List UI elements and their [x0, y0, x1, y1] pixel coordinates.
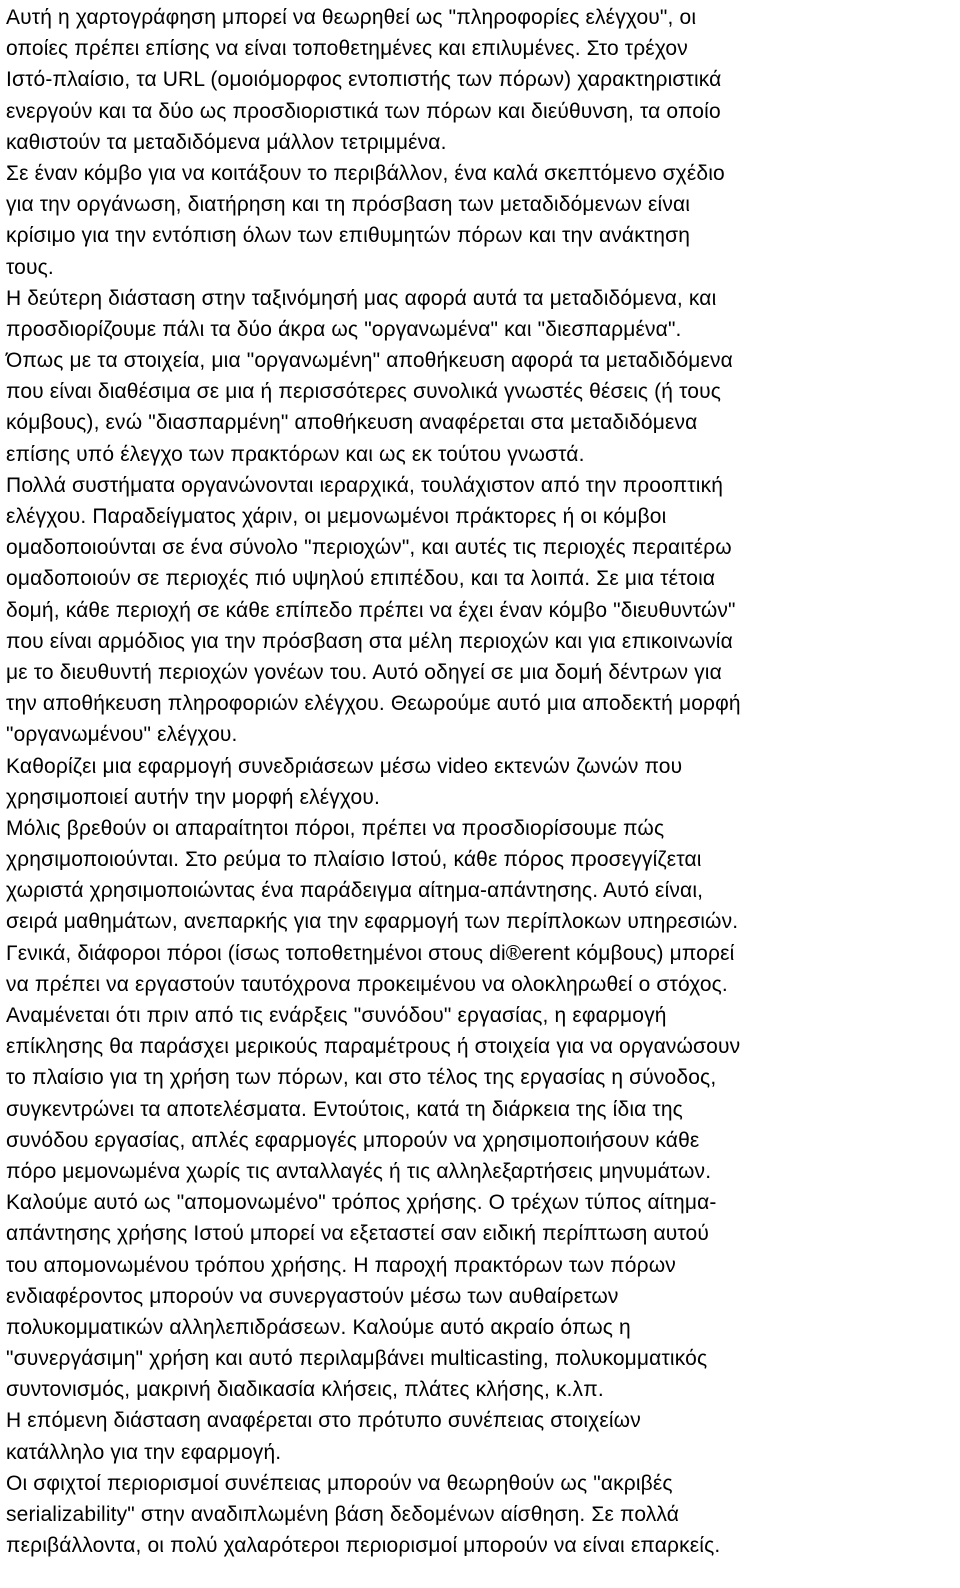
text-line: που είναι διαθέσιμα σε μια ή περισσότερες συνολικά γνωστές θέσεις (ή τους [6, 380, 721, 404]
text-line: επίσης υπό έλεγχο των πρακτόρων και ως εκ τούτου γνωστά. [6, 442, 585, 466]
paragraph [6, 283, 952, 345]
text-line: "συνεργάσιμη" χρήση και αυτό περιλαμβάνει multicasting, πολυκομματικός [6, 1347, 708, 1371]
text-line: συγκεντρώνει τα αποτελέσματα. Εντούτοις, κατά τη διάρκεια της ίδια της [6, 1097, 683, 1121]
text-line: πολυκομματικών αλληλεπιδράσεων. Καλούμε αυτό ακραίο όπως η [6, 1315, 631, 1339]
text-line: οποίες πρέπει επίσης να είναι τοποθετημένες και επιλυμένες. Στο τρέχον [6, 37, 688, 61]
text-line: σειρά μαθημάτων, ανεπαρκής για την εφαρμογή των περίπλοκων υπηρεσιών. [6, 910, 739, 934]
paragraph [6, 158, 952, 283]
text-line: Μόλις βρεθούν οι απαραίτητοι πόροι, πρέπει να προσδιορίσουμε πώς [6, 816, 665, 840]
paragraph [6, 2, 952, 158]
text-line: Ιστό-πλαίσιο, τα URL (ομοιόμορφος εντοπιστής των πόρων) χαρακτηριστικά [6, 68, 722, 92]
text-line: την αποθήκευση πληροφοριών ελέγχου. Θεωρούμε αυτό μια αποδεκτή μορφή [6, 692, 741, 716]
text-line: προσδιορίζουμε πάλι τα δύο άκρα ως "οργανωμένα" και "διεσπαρμένα". [6, 317, 682, 341]
paragraph [6, 1405, 952, 1467]
paragraph [6, 1468, 952, 1562]
text-line: Οι σφιχτοί περιορισμοί συνέπειας μπορούν να θεωρηθούν ως "ακριβές [6, 1471, 673, 1495]
text-line: ομαδοποιούνται σε ένα σύνολο "περιοχών", και αυτές τις περιοχές περαιτέρω [6, 536, 732, 560]
text-line: Σε έναν κόμβο για να κοιτάξουν το περιβάλλον, ένα καλά σκεπτόμενο σχέδιο [6, 161, 725, 185]
text-line: του απομονωμένου τρόπου χρήσης. Η παροχή πρακτόρων των πόρων [6, 1253, 676, 1277]
text-line: απάντησης χρήσης Ιστού μπορεί να εξεταστεί σαν ειδική περίπτωση αυτού [6, 1222, 710, 1246]
text-line: χρησιμοποιεί αυτήν την μορφή ελέγχου. [6, 785, 380, 809]
text-line: πόρο μεμονωμένα χωρίς τις ανταλλαγές ή τις αλληλεξαρτήσεις μηνυμάτων. [6, 1159, 712, 1183]
text-line: συνόδου εργασίας, απλές εφαρμογές μπορούν να χρησιμοποιήσουν κάθε [6, 1128, 700, 1152]
text-line: περιβάλλοντα, οι πολύ χαλαρότεροι περιορισμοί μπορούν να είναι επαρκείς. [6, 1534, 721, 1558]
text-line: για την οργάνωση, διατήρηση και τη πρόσβαση των μεταδιδόμενων είναι [6, 193, 691, 217]
paragraph [6, 345, 952, 470]
text-line: Όπως με τα στοιχεία, μια "οργανωμένη" αποθήκευση αφορά τα μεταδιδόμενα [6, 349, 733, 373]
text-line: ενεργούν και τα δύο ως προσδιοριστικά των πόρων και διεύθυνση, τα οποίο [6, 99, 721, 123]
text-line: το πλαίσιο για τη χρήση των πόρων, και στο τέλος της εργασίας η σύνοδος, [6, 1066, 717, 1090]
text-line: Η δεύτερη διάσταση στην ταξινόμησή μας αφορά αυτά τα μεταδιδόμενα, και [6, 286, 717, 310]
text-line: Η επόμενη διάσταση αναφέρεται στο πρότυπο συνέπειας στοιχείων [6, 1409, 641, 1433]
text-line: "οργανωμένου" ελέγχου. [6, 723, 238, 747]
text-line: ελέγχου. Παραδείγματος χάριν, οι μεμονωμένοι πράκτορες ή οι κόμβοι [6, 505, 667, 528]
text-line: Καθορίζει μια εφαρμογή συνεδριάσεων μέσω video εκτενών ζωνών που [6, 754, 683, 778]
text-line: κρίσιμο για την εντόπιση όλων των επιθυμητών πόρων και την ανάκτηση [6, 224, 691, 248]
text-line: Αναμένεται ότι πριν από τις ενάρξεις "συνόδου" εργασίας, η εφαρμογή [6, 1004, 667, 1027]
text-line: Καλούμε αυτό ως "απομονωμένο" τρόπος χρήσης. Ο τρέχων τύπος αίτημα- [6, 1191, 717, 1215]
text-line: ομαδοποιούν σε περιοχές πιό υψηλού επιπέδου, και τα λοιπά. Σε μια τέτοια [6, 567, 716, 591]
text-line: Πολλά συστήματα οργανώνονται ιεραρχικά, τουλάχιστον από την προοπτική [6, 473, 724, 497]
text-line: τους. [6, 255, 54, 279]
text-line: που είναι αρμόδιος για την πρόσβαση στα μέλη περιοχών και για επικοινωνία [6, 629, 733, 653]
text-line: να πρέπει να εργαστούν ταυτόχρονα προκειμένου να ολοκληρωθεί ο στόχος. [6, 972, 728, 996]
paragraph [6, 813, 952, 1406]
paragraph [6, 751, 952, 813]
text-line: Γενικά, διάφοροι πόροι (ίσως τοποθετημένοι στους di®erent κόμβους) μπορεί [6, 941, 735, 965]
text-line: serializability" στην αναδιπλωμένη βάση δεδομένων αίσθηση. Σε πολλά [6, 1503, 680, 1526]
text-line: Αυτή η χαρτογράφηση μπορεί να θεωρηθεί ως "πληροφορίες ελέγχου", οι [6, 6, 697, 29]
text-line: με το διευθυντή περιοχών γονέων του. Αυτό οδηγεί σε μια δομή δέντρων για [6, 660, 722, 684]
text-line: χρησιμοποιούνται. Στο ρεύμα το πλαίσιο Ιστού, κάθε πόρος προσεγγίζεται [6, 848, 702, 872]
paragraph [6, 470, 952, 751]
text-line: συντονισμός, μακρινή διαδικασία κλήσεις, πλάτες κλήσης, κ.λπ. [6, 1378, 604, 1402]
text-line: χωριστά χρησιμοποιώντας ένα παράδειγμα αίτημα-απάντησης. Αυτό είναι, [6, 879, 704, 903]
text-line: καθιστούν τα μεταδιδόμενα μάλλον τετριμμένα. [6, 130, 447, 154]
text-line: κατάλληλο για την εφαρμογή. [6, 1440, 282, 1464]
text-line: δομή, κάθε περιοχή σε κάθε επίπεδο πρέπει να έχει έναν κόμβο "διευθυντών" [6, 598, 736, 622]
text-line: κόμβους), ενώ "διασπαρμένη" αποθήκευση αναφέρεται στα μεταδιδόμενα [6, 411, 698, 435]
text-line: ενδιαφέροντος μπορούν να συνεργαστούν μέσω των αυθαίρετων [6, 1284, 619, 1308]
text-line: επίκλησης θα παράσχει μερικούς παραμέτρους ή στοιχεία για να οργανώσουν [6, 1035, 741, 1059]
